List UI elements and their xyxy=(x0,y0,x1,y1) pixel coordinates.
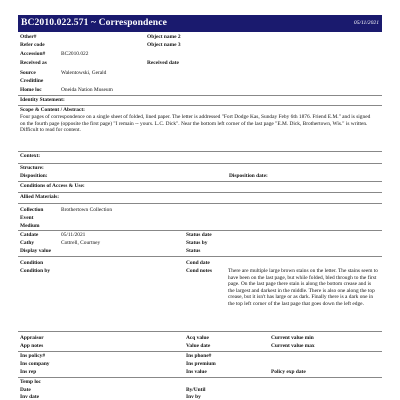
divider xyxy=(18,230,382,231)
catdate-value: 05/11/2021 xyxy=(61,232,86,238)
divider xyxy=(18,351,382,352)
received-as-label: Received as xyxy=(20,60,47,66)
home-loc-value: Oneida Nation Museum xyxy=(61,87,113,93)
creditline-label: Creditline xyxy=(20,78,44,84)
identity-statement-label: Identity Statement: xyxy=(20,97,65,103)
cond-notes-text: There are multiple large brown stains on the letter. The stains seem to have been on the last page, but while folded, bled through to the first page. On the last page there stain is along the bottom crease and is the largest and darkest in the middle. There is also one along the top crease, but it isn't has large or as dark. Finally there is a dark one in the top left corner of the last page that goes down the left edge. xyxy=(228,268,378,307)
current-value-max-label: Current value max xyxy=(271,343,315,349)
ins-phone-label: Ins phone# xyxy=(186,353,212,359)
catdate-label: Catdate xyxy=(20,232,39,238)
other-label: Other# xyxy=(20,34,37,40)
received-date-label: Received date xyxy=(147,60,179,66)
divider xyxy=(18,192,382,193)
ins-company-label: Ins company xyxy=(20,361,50,367)
divider xyxy=(18,181,382,182)
acq-value-label: Acq value xyxy=(186,335,209,341)
divider xyxy=(18,256,382,257)
status-by-label: Status by xyxy=(186,240,208,246)
inv-by-label: Inv by xyxy=(186,394,201,400)
collection-value: Brothertown Collection xyxy=(61,207,113,213)
disposition-date-label: Disposition date: xyxy=(229,173,268,179)
ins-policy-label: Ins policy# xyxy=(20,353,46,359)
cathy-value: Cottrell, Courtney xyxy=(61,240,101,246)
record-header xyxy=(18,15,382,32)
ins-value-label: Ins value xyxy=(186,369,207,375)
divider xyxy=(18,151,382,152)
medium-label: Medium xyxy=(20,223,40,229)
app-notes-label: App notes xyxy=(20,343,44,349)
context-label: Context: xyxy=(20,153,41,159)
current-value-min-label: Current value min xyxy=(271,335,314,341)
value-date-label: Value date xyxy=(186,343,211,349)
cond-date-label: Cond date xyxy=(186,260,210,266)
divider xyxy=(18,105,382,106)
home-loc-label: Home loc xyxy=(20,87,42,93)
display-value-label: Display value xyxy=(20,248,52,254)
event-label: Event xyxy=(20,215,34,221)
conditions-access-label: Conditions of Access & Use: xyxy=(20,183,85,189)
print-date: 05/11/2021 xyxy=(353,20,379,26)
status-label: Status xyxy=(186,248,201,254)
accession-label: Accession# xyxy=(20,51,46,57)
divider xyxy=(18,203,382,204)
cond-notes-label: Cond notes xyxy=(186,268,212,274)
cathy-label: Cathy xyxy=(20,240,35,246)
inv-date-label: Inv date xyxy=(20,394,40,400)
divider xyxy=(18,163,382,164)
appraisor-label: Appraisor xyxy=(20,335,44,341)
record-title: BC2010.022.571 ~ Correspondence xyxy=(21,17,167,28)
refer-code-label: Refer code xyxy=(20,42,45,48)
collection-label: Collection xyxy=(20,207,44,213)
object-name-2-label: Object name 2 xyxy=(147,34,181,40)
source-value: Walentowski, Gerald xyxy=(61,70,107,76)
by-until-label: By/Until xyxy=(186,387,206,393)
condition-by-label: Condition by xyxy=(20,268,51,274)
allied-materials-label: Allied Materials: xyxy=(20,194,60,200)
condition-label: Condition xyxy=(20,260,44,266)
status-date-label: Status date xyxy=(186,232,212,238)
temp-loc-label: Temp loc xyxy=(20,379,41,385)
date-label: Date xyxy=(20,387,31,393)
source-label: Source xyxy=(20,70,36,76)
divider xyxy=(18,95,382,96)
ins-premium-label: Ins premium xyxy=(186,361,216,367)
object-name-3-label: Object name 3 xyxy=(147,42,181,48)
accession-value: BC2010.022 xyxy=(61,51,89,57)
divider xyxy=(18,377,382,378)
divider xyxy=(18,331,382,332)
scope-content-text: Four pages of correspondence on a single sheet of folded, lined paper. The letter is addressed "Fort Dodge Kas, Sunday Febу 6th 1876. Friend E.M." and is signed on the fourth page (opposite the first page) "I remain -- yours. L.C. Dick". Near the bottom left corner of the last page "E.M. Dick, Brothertown, Wis." is written. Difficult to read for content. xyxy=(20,114,371,134)
disposition-label: Disposition: xyxy=(20,173,48,179)
policy-exp-date-label: Policy exp date xyxy=(271,369,306,375)
structure-label: Structure: xyxy=(20,165,44,171)
ins-rep-label: Ins rep xyxy=(20,369,37,375)
scope-content-label: Scope & Content / Abstract: xyxy=(20,107,85,113)
